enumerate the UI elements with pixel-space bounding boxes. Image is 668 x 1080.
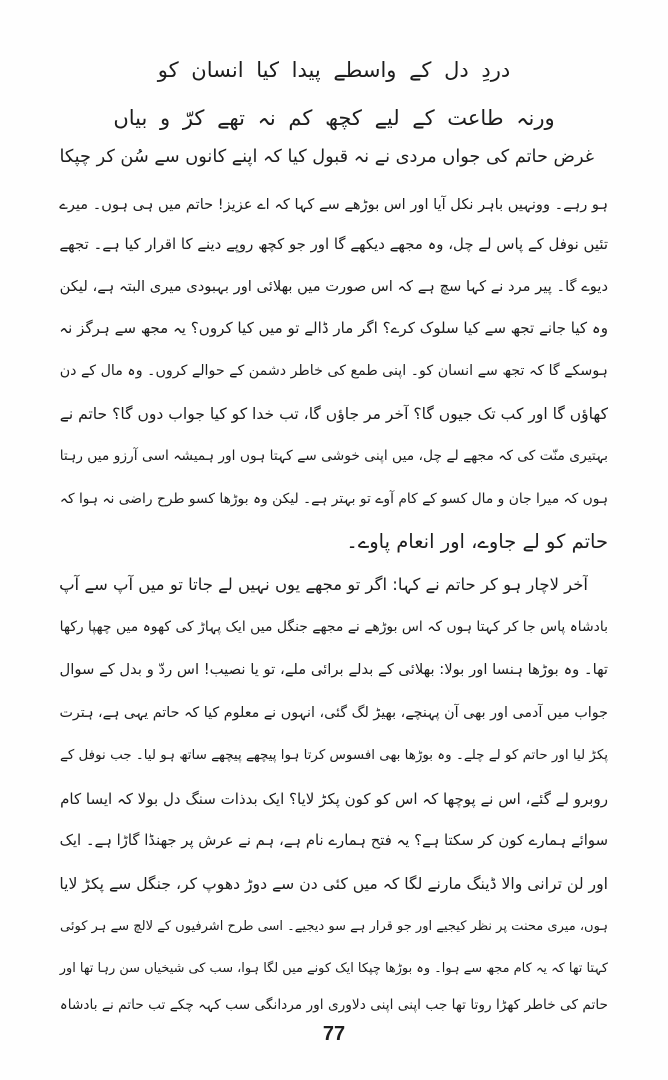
- text-line: تھا۔ وہ بوڑھا ہنسا اور بولا: بھلائی کے بدلے برائی ملے، تو یا نصیب! اس ردّ و بدل کے سوال: [59, 661, 608, 678]
- text-line: کہتا تھا کہ یہ کام مجھ سے ہوا۔ وہ بوڑھا چپکا ایک کونے میں لگا ہوا، سب کی شیخیاں سن رہا تھا اور: [59, 961, 608, 976]
- text-line: ہو رہے۔ وونہیں باہر نکل آیا اور اس بوڑھے سے کہا کہ اے عزیز! حاتم میں ہی ہوں۔ میرے: [59, 196, 608, 213]
- text-line: ہوں، میری محنت پر نظر کیجیے اور جو قرار ہے سو دیجیے۔ اسی طرح اشرفیوں کے لالچ سے ہر کوئی: [59, 919, 608, 934]
- text-line: سوائے ہمارے کون کر سکتا ہے؟ یہ فتح ہمارے نام ہے، ہم نے عرش پر جھنڈا گاڑا ہے۔ ایک: [59, 832, 608, 849]
- verse-line-1: دردِ دل کے واسطے پیدا کیا انسان کو: [157, 58, 511, 82]
- text-line: بادشاہ پاس جا کر کہتا ہوں کہ اس بوڑھے نے مجھے جنگل میں ایک پہاڑ کی کھوہ میں چھپا رکھا: [59, 619, 608, 635]
- text-line: آخر لاچار ہو کر حاتم نے کہا: اگر تو مجھے یوں نہیں لے جاتا تو میں آپ سے آپ: [59, 575, 588, 594]
- text-line: کھاؤں گا اور کب تک جیوں گا؟ آخر مر جاؤں گا، تب خدا کو کیا جواب دوں گا؟ حاتم نے: [59, 405, 608, 423]
- text-line: جواب میں آدمی اور بھی آن پہنچے، بھیڑ لگ گئی، انہوں نے معلوم کیا کہ حاتم یہی ہے، ہترت: [59, 705, 608, 721]
- text-line: ہوسکے گا کہ تجھ سے انسان کو۔ اپنی طمع کی خاطر دشمن کے حوالے کروں۔ وہ مال کے دن: [59, 363, 608, 379]
- text-line: دیوے گا۔ پیر مرد نے کہا سچ ہے کہ اس صورت میں بھلائی اور بہبودی میری البتہ ہے، لیکن: [59, 278, 608, 295]
- text-line: غرض حاتم کی جواں مردی نے نہ قبول کیا کہ اپنے کانوں سے سُن کر چپکا: [59, 147, 594, 167]
- page-number: 77: [322, 1023, 346, 1045]
- text-line: حاتم کی خاطر کھڑا روتا تھا جب اپنی اپنی دلاوری اور مردانگی سب کہہ چکے تب حاتم نے بادشاہ: [59, 997, 608, 1013]
- text-line: بہتیری منّت کی کہ مجھے لے چل، میں اپنی خوشی سے کہتا ہوں اور ہمیشہ اسی آرزو میں رہتا: [59, 448, 608, 464]
- verse-line-2: ورنہ طاعت کے لیے کچھ کم نہ تھے کرّ و بیاں: [113, 106, 555, 130]
- text-line: اور لن ترانی والا ڈینگ مارنے لگا کہ میں کئی دن سے دوڑ دھوپ کر، جنگل سے پکڑ لایا: [59, 874, 608, 893]
- text-line: تئیں نوفل کے پاس لے چل، وہ مجھے دیکھے گا اور جو کچھ روپے دینے کا اقرار کیا ہے۔ تجھے: [59, 235, 608, 253]
- text-line: روبرو لے گئے، اس نے پوچھا کہ اس کو کون پکڑ لایا؟ ایک بدذات سنگ دل بولا کہ ایسا کام: [60, 790, 608, 808]
- text-line: پکڑ لیا اور حاتم کو لے چلے۔ وہ بوڑھا بھی افسوس کرتا ہوا پیچھے پیچھے ساتھ ہو لیا۔ جب نوفل کے: [59, 748, 608, 763]
- text-line: وہ کیا جانے تجھ سے کیا سلوک کرے؟ اگر مار ڈالے تو میں کیا کروں؟ یہ مجھ سے ہرگز نہ: [59, 319, 608, 337]
- text-line: ہوں کہ میرا جان و مال کسو کے کام آوے تو بہتر ہے۔ لیکن وہ بوڑھا کسو طرح راضی نہ ہوا کہ: [59, 491, 608, 507]
- text-line: حاتم کو لے جاوے، اور انعام پاوے۔: [346, 530, 608, 553]
